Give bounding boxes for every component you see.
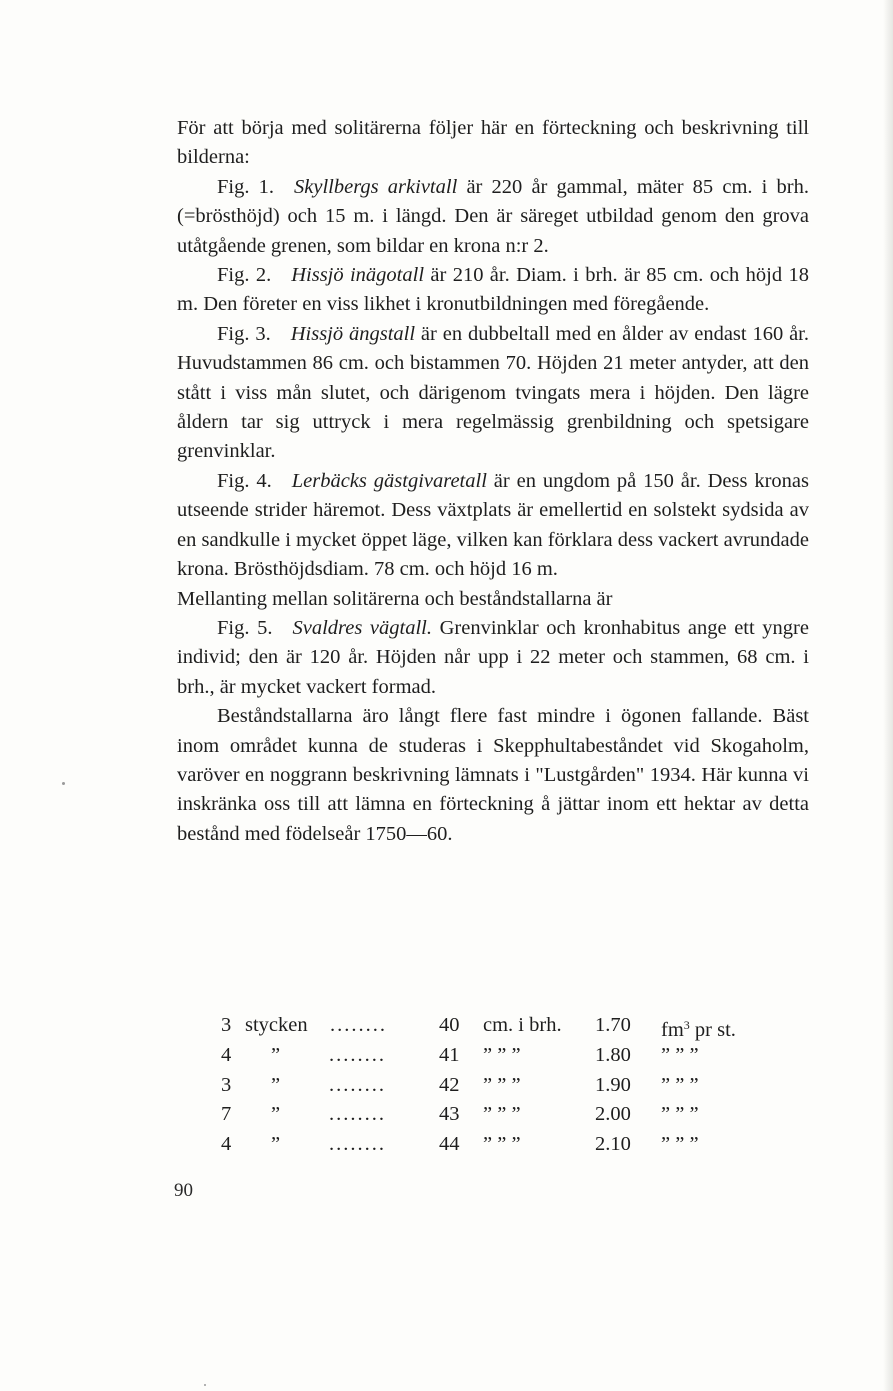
paragraph-fig-2 [177, 261, 809, 320]
paragraph-text: För att börja med solitärerna följer här en förteckning och beskrivning till bilderna: [177, 117, 809, 169]
volume-value: 2.10 [595, 1133, 631, 1156]
body-text [177, 114, 809, 849]
volume-value: 1.70 [595, 1014, 631, 1036]
figure-title: Svaldres vägtall. [292, 616, 432, 639]
figure-label: Fig. 4. [217, 469, 272, 492]
count-unit: ” [271, 1103, 281, 1126]
figure-title: Hissjö ängstall [290, 322, 416, 345]
table-row [221, 1100, 781, 1130]
paragraph-transition [177, 585, 809, 614]
count-unit: ” [271, 1133, 281, 1156]
tree-count: 3 [221, 1014, 232, 1036]
dot-leader: ........ [329, 1103, 386, 1126]
figure-label: Fig. 5. [217, 616, 273, 639]
table-row [221, 1041, 781, 1071]
paragraph-text: är en dubbeltall med en ålder av endast 160 år. Huvudstammen 86 cm. och bistammen 70. Höjden 21 meter antyder, att den stått i viss mån slutet, och därigenom tvingats mera i höjden. Den lägre åldern tar sig uttryck i mera regelmässig grenbildning och spetsigare grenvinklar. [177, 322, 809, 463]
figure-title: Lerbäcks gästgivaretall [291, 469, 487, 492]
paragraph-text: är en ungdom på 150 år. Dess kronas utseende strider häremot. Dess växtplats är emellertid en solstekt sydsida av en sandkulle i mycket öppet läge, vilken kan förklara dess vackert avrundade krona. Brösthöjdsdiam. 78 cm. och höjd 16 m. [177, 469, 809, 581]
tree-count: 7 [221, 1103, 232, 1126]
paragraph-text: Beståndstallarna äro långt flere fast mindre i ögonen fallande. Bäst inom området kunna de studeras i Skepphultabeståndet vid Skogaholm, varöver en noggrann beskrivning lämnats i "Lustgården" 1934. Här kunna vi inskränka oss till att lämna en förteckning å jättar inom ett hektar av detta bestånd med födelseår 1750—60. [177, 705, 809, 845]
paragraph-text: Grenvinklar och kronhabitus ange ett yngre individ; den är 120 år. Höjden når upp i 22 meter och stammen, 68 cm. i brh., är mycket vackert formad. [177, 616, 809, 698]
paper-speck [204, 1384, 206, 1386]
diameter-unit: ” ” ” [483, 1043, 521, 1066]
tree-count: 4 [221, 1133, 232, 1156]
dot-leader: ........ [330, 1014, 387, 1036]
paper-speck [62, 782, 65, 785]
count-unit: ” [271, 1073, 281, 1096]
tree-count: 3 [221, 1073, 232, 1096]
table-row [221, 1071, 781, 1101]
superscript: 3 [683, 1018, 690, 1032]
paragraph-stand-trees [177, 702, 809, 849]
paragraph-text: är 220 år gammal, mäter 85 cm. i brh. (=brösthöjd) och 15 m. i längd. Den är säreget utbildad genom den grova utåtgående grenen, som bildar en krona n:r 2. [177, 175, 809, 257]
figure-title: Skyllbergs arkivtall [294, 175, 458, 198]
volume-value: 1.90 [595, 1073, 631, 1096]
table-row [221, 1011, 781, 1041]
volume-value: 2.00 [595, 1103, 631, 1126]
diameter-unit: ” ” ” [483, 1073, 521, 1096]
paragraph-fig-5 [177, 614, 809, 702]
page-number: 90 [174, 1180, 193, 1201]
paragraph-text: är 210 år. Diam. i brh. är 85 cm. och höjd 18 m. Den företer en viss likhet i kronutbildningen med föregående. [177, 264, 809, 316]
volume-unit: ” ” ” [661, 1073, 699, 1096]
dot-leader: ........ [329, 1073, 386, 1096]
diameter-value: 43 [439, 1103, 460, 1126]
diameter-value: 44 [439, 1133, 460, 1156]
figure-label: Fig. 1. [217, 175, 275, 198]
figure-label: Fig. 2. [217, 264, 272, 287]
tree-table [221, 1011, 781, 1160]
paragraph-intro [177, 114, 809, 173]
figure-title: Hissjö inägotall [291, 264, 425, 287]
paragraph-fig-4 [177, 467, 809, 585]
dot-leader: ........ [329, 1133, 386, 1156]
diameter-value: 41 [439, 1043, 460, 1066]
diameter-value: 40 [439, 1014, 460, 1036]
volume-unit: ” ” ” [661, 1043, 699, 1066]
dot-leader: ........ [329, 1043, 386, 1066]
paragraph-fig-3 [177, 320, 809, 467]
figure-label: Fig. 3. [217, 322, 271, 345]
count-unit: ” [271, 1043, 281, 1066]
volume-unit-text: fm [661, 1019, 684, 1041]
volume-unit: ” ” ” [661, 1103, 699, 1126]
diameter-unit: ” ” ” [483, 1103, 521, 1126]
volume-unit: ” ” ” [661, 1133, 699, 1156]
tree-count: 4 [221, 1043, 232, 1066]
volume-value: 1.80 [595, 1043, 631, 1066]
page-edge-shadow [883, 0, 893, 1391]
table-row [221, 1130, 781, 1160]
paragraph-fig-1 [177, 173, 809, 261]
diameter-value: 42 [439, 1073, 460, 1096]
paragraph-text: Mellanting mellan solitärerna och beståndstallarna är [177, 587, 613, 610]
diameter-unit: ” ” ” [483, 1133, 521, 1156]
diameter-unit: cm. i brh. [483, 1014, 562, 1036]
per-piece: pr st. [689, 1019, 736, 1041]
count-unit: stycken [245, 1014, 308, 1036]
